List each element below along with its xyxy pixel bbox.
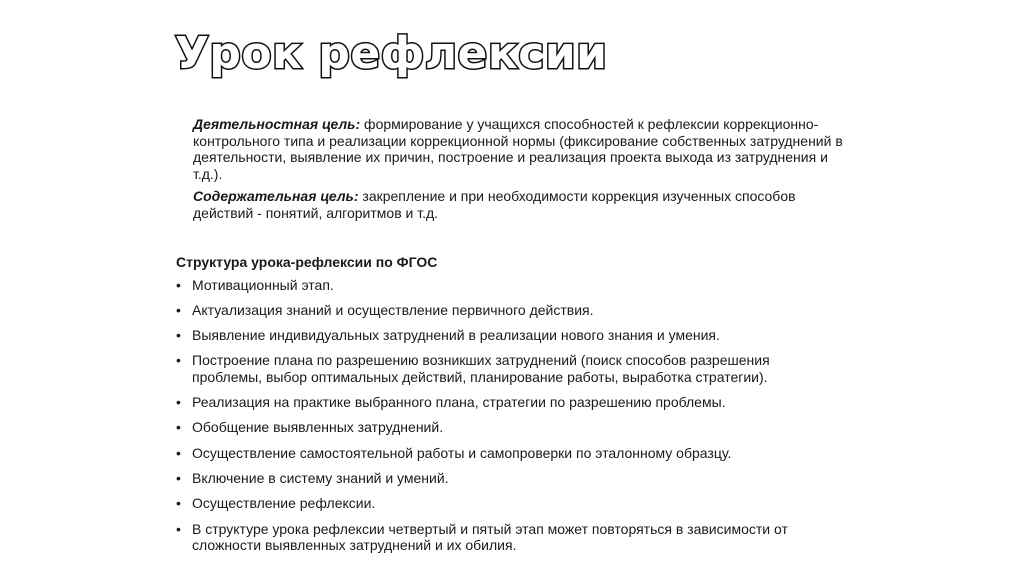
steps-list [176,277,836,554]
step-text: Обобщение выявленных затруднений. [192,419,444,436]
bullet-icon: • [176,394,181,411]
structure-section [176,254,836,562]
bullet-icon: • [176,276,181,293]
list-item [176,495,836,512]
activity-goal-label: Деятельностная цель: [193,116,361,132]
list-item [176,302,836,319]
content-goal [193,188,853,221]
bullet-icon: • [176,327,181,344]
activity-goal-text: формирование у учащихся способностей к рефлексии коррекционно-контрольного типа и реализации коррекционной нормы (фиксирование собственных затруднений в деятельности, выявление их причин, построение и реализация проекта выхода из затруднения и т.д.). [193,116,843,182]
content-goal-label: Содержательная цель: [193,188,359,204]
step-text: Актуализация знаний и осуществление первичного действия. [192,301,594,318]
bullet-icon: • [176,419,181,436]
content-goal-text: закрепление и при необходимости коррекция изученных способов действий - понятий, алгоритмов и т.д. [193,188,796,221]
bullet-icon: • [176,352,181,369]
bullet-icon: • [176,470,181,487]
list-item [176,394,836,411]
bullet-icon: • [176,301,181,318]
step-text: Включение в систему знаний и умений. [192,470,449,487]
step-text: Построение плана по разрешению возникших затруднений (поиск способов разрешения проблемы, выбор оптимальных действий, планирование работы, выработка стратегии). [192,352,770,385]
list-item [176,327,836,344]
list-item [176,419,836,436]
bullet-icon: • [176,444,181,461]
structure-title: Структура урока-рефлексии по ФГОС [176,254,438,270]
bullet-icon: • [176,520,181,537]
step-text: Осуществление самостоятельной работы и самопроверки по эталонному образцу. [192,444,732,461]
list-item [176,277,836,294]
activity-goal [193,116,853,182]
list-item [176,445,836,462]
list-item [176,470,836,487]
step-text: Выявление индивидуальных затруднений в реализации нового знания и умения. [192,327,720,344]
step-text: Мотивационный этап. [192,276,334,293]
step-text: В структуре урока рефлексии четвертый и пятый этап может повторяться в зависимости от сложности выявленных затруднений и их обилия. [192,520,788,554]
list-item [176,352,836,385]
list-item [176,521,836,554]
step-text: Реализация на практике выбранного плана, стратегии по разрешению проблемы. [192,394,726,411]
goals-section [193,116,853,227]
step-text: Осуществление рефлексии. [192,495,376,512]
bullet-icon: • [176,495,181,512]
slide-title: Урок рефлексии [175,28,608,79]
